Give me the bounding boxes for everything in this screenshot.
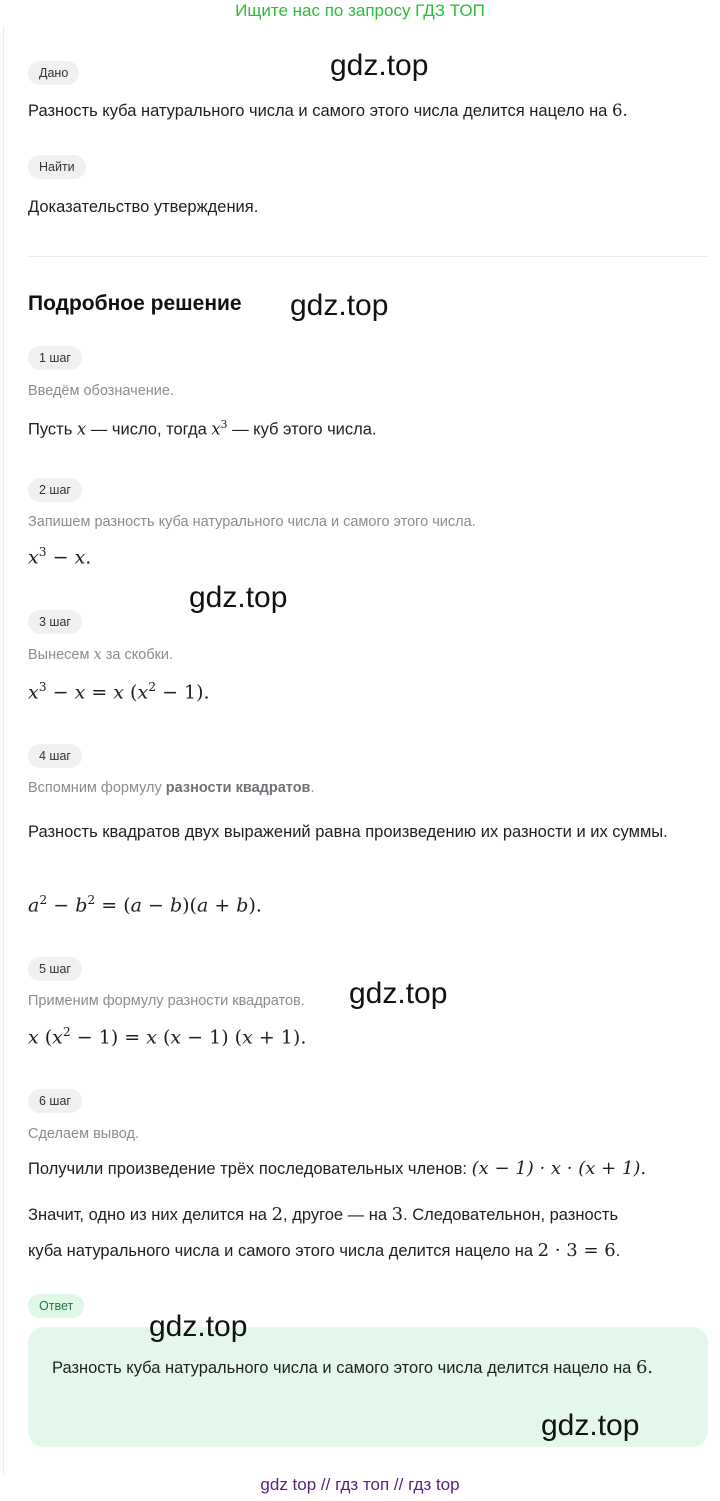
watermark: gdz.top xyxy=(541,1409,640,1442)
step-3-hint: Вынесем x за скобки. xyxy=(28,647,174,663)
section-divider xyxy=(28,256,708,257)
step-1-hint: Введём обозначение. xyxy=(28,383,174,399)
step-5-hint: Применим формулу разности квадратов. xyxy=(28,993,305,1009)
step-6-text-1: Получили произведение трёх последовательных членов: (x − 1) · x · (x + 1). xyxy=(28,1158,647,1179)
step-4-badge: 4 шаг xyxy=(28,744,82,768)
step-2-badge: 2 шаг xyxy=(28,478,82,502)
solution-heading: Подробное решение xyxy=(28,292,242,315)
step-5-formula: x $(x^2 - 1) = x$ (x − 1) (x + 1). xyxy=(28,1025,307,1049)
search-banner: Ищите нас по запросу ГДЗ ТОП xyxy=(235,1,485,20)
step-4-formula: $a^2 - b^2 = (a - b)(a + b)$. xyxy=(28,893,262,917)
find-badge: Найти xyxy=(28,155,86,179)
watermark: gdz.top xyxy=(290,289,389,322)
step-4-hint: Вспомним формулу разности квадратов. xyxy=(28,780,315,796)
step-3-badge: 3 шаг xyxy=(28,610,82,634)
step-6-badge: 6 шаг xyxy=(28,1089,82,1113)
left-border xyxy=(3,26,4,1474)
step-1-badge: 1 шаг xyxy=(28,346,82,370)
watermark: gdz.top xyxy=(349,977,448,1010)
watermark: gdz.top xyxy=(149,1310,248,1343)
step-6-text-3: куба натурального числа и самого этого числа делится нацело на 2 · 3 = 6. xyxy=(28,1240,621,1261)
step-4-text: Разность квадратов двух выражений равна произведению их разности и их суммы. xyxy=(28,823,668,841)
find-text: Доказательство утверждения. xyxy=(28,198,259,216)
step-6-hint: Сделаем вывод. xyxy=(28,1126,140,1142)
watermark: gdz.top xyxy=(189,581,288,614)
step-5-badge: 5 шаг xyxy=(28,957,82,981)
step-2-hint: Запишем разность куба натурального числа и самого этого числа. xyxy=(28,514,476,530)
step-6-text-2: Значит, одно из них делится на 2, другое — на 3. Следовательнон, разность xyxy=(28,1204,619,1225)
answer-text: Разность куба натурального числа и самого этого числа делится нацело на 6. xyxy=(52,1357,654,1378)
given-text: Разность куба натурального числа и самого этого числа делится нацело на 6. xyxy=(28,101,628,120)
step-3-formula: $x^3 - x = x$ $(x^2 - 1)$. xyxy=(28,680,210,704)
given-badge: Дано xyxy=(28,61,79,85)
footer-links[interactable]: gdz top // гдз топ // гдз top xyxy=(260,1475,460,1494)
answer-badge: Ответ xyxy=(28,1294,84,1318)
step-1-text: Пусть x — число, тогда $x^3$ — куб этого числа. xyxy=(28,418,377,439)
step-2-formula: $x^3 - x$. xyxy=(28,545,92,569)
watermark: gdz.top xyxy=(330,49,429,82)
